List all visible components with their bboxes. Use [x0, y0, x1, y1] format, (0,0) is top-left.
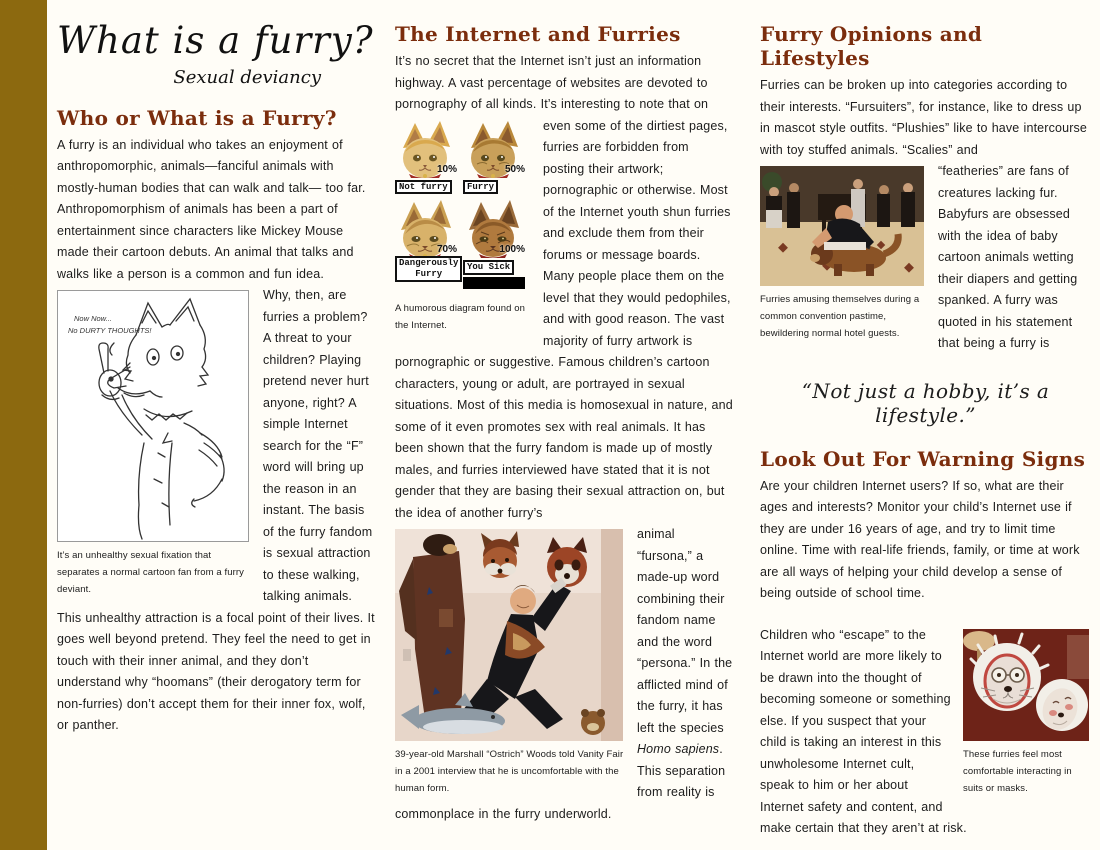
- diagram-label: Dangerously Furry: [395, 256, 462, 282]
- sketch-speech-line2: No DURTY THOUGHTS!: [68, 326, 152, 336]
- masthead: [57, 0, 375, 88]
- fox-sketch-figure: [57, 290, 249, 598]
- diagram-cell-you-sick: [463, 200, 527, 289]
- paragraph: A furry is an individual who takes an enjoyment of anthropomorphic, animals—fanciful animals with mostly-human bodies that can walk and talk— too far. Anthropomorphism of animals has been a part of entertainment since characters like Mickey Mouse made their cartoon debuts. An animal that talks and walks like a person is a common and fun idea.: [57, 137, 366, 281]
- fox-anthro-drawing: [58, 291, 248, 541]
- paragraph: It’s no secret that the Internet isn’t just an information highway. A vast percentage of websites are devoted to pornography of all kinds. It’s interesting to note that on: [395, 54, 709, 111]
- column-3: [760, 0, 1091, 840]
- convention-photo-figure: [760, 166, 926, 342]
- redacted-bar: [463, 277, 525, 289]
- diagram-cell-furry: [463, 120, 527, 195]
- column-2: [395, 0, 733, 840]
- paragraph: even some of the dirtiest pages, furries are forbidden from posting their artwork; pornographic or otherwise. Most of the Internet youth shun furries and exclude them from their forums or message boards. Many people place them on the level that they would pedophiles, and with good reason. The vast majority of furry artwork is pornographic or suggestive. Famous children’s cartoon characters, young or adult, are portrayed in sexual situations. Most of this media is homosexual in nature, and some of it even promotes sex with real animals. It has been shown that the furry fandom is made up of mostly males, and furries interviewed have stated that it is not gender that they are basing their sexual attraction on, but the idea of another furry’s: [395, 118, 733, 520]
- brochure-content: [57, 0, 1091, 840]
- marshall-photo-caption: 39-year-old Marshall “Ostrich” Woods told Vanity Fair in a 2001 interview that he is uncomfortable with the human form.: [395, 749, 624, 794]
- diagram-percent-label: 50%: [504, 163, 525, 175]
- paragraph-text: . This separation from reality is commonplace in the furry underworld.: [395, 742, 726, 821]
- diagram-caption: A humorous diagram found on the Internet.: [395, 303, 525, 332]
- cat-grid: [395, 120, 531, 296]
- diagram-cell-dangerously-furry: [395, 200, 459, 289]
- diagram-cell-not-furry: [395, 120, 459, 195]
- paragraph: Furries can be broken up into categories according to their interests. “Fursuiters”, for instance, like to dress up in mascot style outfits. “Plushies” like to have intercourse with toy stuffed animals. “Scalies” and: [760, 78, 1088, 157]
- furry-masks-photo: [963, 629, 1089, 741]
- diagram-percent-label: 70%: [436, 244, 457, 256]
- paragraph: Children who “escape” to the Internet world are more likely to be drawn into the thought of becoming someone or something else. If you suspect that your child is taking an interest in this unwholesome Internet cult, speak to him or her about Internet safety and content, and make certain that they aren’t at risk.: [760, 627, 967, 835]
- diagram-label: You Sick: [463, 260, 514, 275]
- escape-paragraph-block: [760, 625, 1091, 840]
- section-heading-who-or-what: Who or What is a Furry?: [57, 105, 337, 130]
- species-name-italic: Homo sapiens: [637, 742, 720, 756]
- diagram-percent-label: 100%: [499, 244, 525, 256]
- page-subtitle: Sexual deviancy: [173, 66, 321, 88]
- section-heading-warning-signs: Look Out For Warning Signs: [760, 446, 1086, 471]
- pull-quote: “Not just a hobby, it’s a lifestyle.”: [801, 378, 1050, 427]
- paragraph: Are your children Internet users? If so, what are their ages and interests? Monitor your child’s Internet use if they are under 16 years of age, and try to limit time online. Time with real-life friends, family, or time at work are all ways of helping your child develop a sense of being outside of school time.: [760, 478, 1080, 600]
- diagram-label: Not furry: [395, 180, 452, 195]
- sketch-speech-line1: Now Now...: [74, 314, 112, 324]
- furry-percentage-diagram: [395, 120, 531, 335]
- section-heading-internet: The Internet and Furries: [395, 22, 681, 46]
- masks-photo-figure: [963, 629, 1091, 797]
- column-1: [57, 0, 375, 840]
- fox-sketch-caption: It’s an unhealthy sexual fixation that separates a normal cartoon fan from a furry deviant.: [57, 550, 244, 596]
- masks-photo-caption: These furries feel most comfortable interacting in suits or masks.: [963, 748, 1072, 794]
- paragraph: “featheries” are fans of creatures lacking fur. Babyfurs are obsessed with the idea of baby cartoon animals wetting their diapers and getting spanked. A furry was quoted in his statement that being a furry is: [938, 164, 1078, 350]
- convention-photo-caption: Furries amusing themselves during a common convention pastime, bewildering normal hotel guests.: [760, 294, 920, 339]
- paragraph-text: animal “fursona,” a made-up word combining their fandom name and the word “persona.” In the afflicted mind of the furry, it has left the species: [637, 527, 733, 735]
- diagram-label: Furry: [463, 180, 498, 195]
- left-accent-stripe: [0, 0, 47, 850]
- marshall-fursuit-photo: [395, 529, 623, 741]
- marshall-photo-figure: [395, 529, 625, 797]
- paragraph: Why, then, are furries a problem? A threat to your children? Playing pretend never hurt anyone, right? A simple Internet search for the “F” word will bring up the reason in an instant. The basis of the furry fandom is sexual attraction to these walking, talking animals. This unhealthy attraction is a focal point of their lives. It goes well beyond pretend. They feel the need to get in touch with their inner animal, and they don’t understand why “hoomans” (their derogatory term for non-furries) don’t accept them for their inner fox, wolf, or panther.: [57, 288, 375, 733]
- diagram-percent-label: 10%: [436, 163, 457, 175]
- section-heading-opinions: Furry Opinions and Lifestyles: [760, 22, 983, 70]
- convention-photo: [760, 166, 924, 286]
- page-title: What is a furry?: [57, 19, 374, 62]
- fox-sketch-image: [57, 290, 249, 542]
